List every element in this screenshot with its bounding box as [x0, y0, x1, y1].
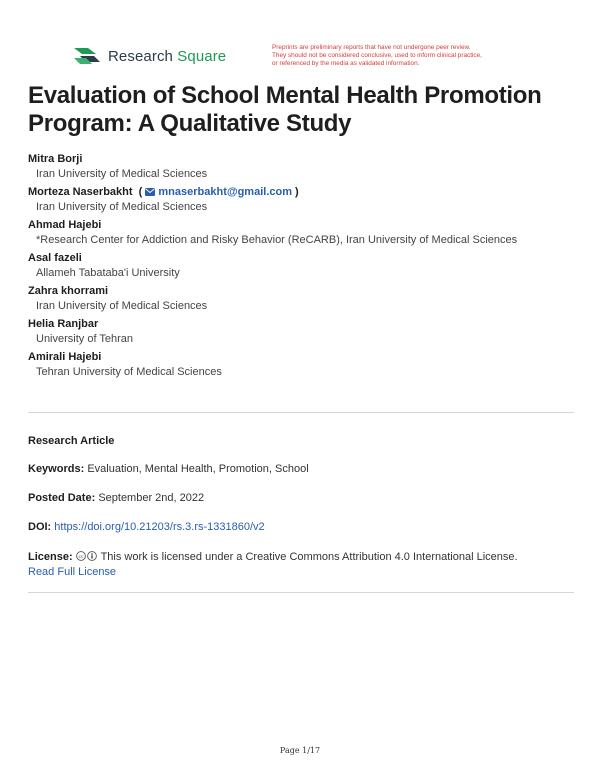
doi-link[interactable]: https://doi.org/10.21203/rs.3.rs-1331860/v2: [54, 521, 265, 533]
disclaimer-line-2: They should not be considered conclusive, used to inform clinical practice,: [272, 52, 482, 59]
author-name: Helia Ranjbar: [28, 318, 99, 330]
author-entry: [28, 218, 576, 248]
author-name-line: [28, 185, 576, 200]
author-affiliation: Iran University of Medical Sciences: [36, 300, 208, 312]
posted-date-label: Posted Date:: [28, 492, 96, 504]
author-name: Morteza Naserbakht: [28, 186, 133, 198]
divider-bottom: [28, 592, 574, 593]
author-affiliation: *Research Center for Addiction and Risky Behavior (ReCARB), Iran University of Medical Sciences: [36, 234, 518, 246]
logo-wordmark: [108, 48, 226, 65]
author-affiliation: Allameh Tabataba'i University: [36, 267, 180, 279]
author-name: Mitra Borji: [28, 153, 83, 165]
disclaimer-line-3: or referenced by the media as validated information.: [272, 60, 420, 67]
disclaimer-line-1: Preprints are preliminary reports that have not undergone peer review.: [272, 44, 471, 51]
author-name: Amirali Hajebi: [28, 351, 102, 363]
attribution-icon: [87, 551, 97, 561]
preprint-disclaimer: [272, 44, 562, 68]
creative-commons-icon: [76, 551, 86, 561]
page-number: Page 1/17: [279, 746, 321, 755]
doi-label: DOI:: [28, 521, 52, 533]
license-label: License:: [28, 551, 73, 563]
author-entry: [28, 152, 576, 182]
keywords-line: [28, 462, 576, 477]
posted-date-value: September 2nd, 2022: [98, 492, 205, 504]
svg-text:cc: cc: [78, 555, 84, 560]
paper-title: Evaluation of School Mental Health Promotion Program: A Qualitative Study: [28, 82, 542, 137]
logo-word-square: Square: [177, 47, 227, 65]
article-type-label: Research Article: [28, 435, 115, 447]
author-name: Asal fazeli: [28, 252, 82, 264]
author-name: Ahmad Hajebi: [28, 219, 102, 231]
author-entry: [28, 317, 576, 347]
author-affiliation: University of Tehran: [36, 333, 134, 345]
author-entry: [28, 350, 576, 380]
author-name: Zahra khorrami: [28, 285, 109, 297]
research-square-logo[interactable]: [72, 44, 226, 68]
author-entry: [28, 185, 576, 215]
logo-word-research: Research: [108, 47, 173, 65]
read-full-license-link[interactable]: Read Full License: [28, 566, 117, 578]
email-paren-close: ): [292, 186, 299, 198]
keywords-label: Keywords:: [28, 463, 85, 475]
author-affiliation: Iran University of Medical Sciences: [36, 201, 208, 213]
divider-top: [28, 412, 574, 413]
keywords-value: Evaluation, Mental Health, Promotion, School: [87, 463, 309, 475]
posted-date-line: [28, 491, 576, 506]
license-text: This work is licensed under a Creative Commons Attribution 4.0 International License.: [100, 551, 518, 563]
email-paren-open: (: [135, 186, 146, 198]
author-entry: [28, 284, 576, 314]
license-line: [28, 550, 576, 580]
author-affiliation: Tehran University of Medical Sciences: [36, 366, 222, 378]
author-affiliation: Iran University of Medical Sciences: [36, 168, 208, 180]
research-square-logo-icon: [72, 44, 102, 68]
envelope-icon: [145, 188, 155, 196]
article-type: [28, 434, 576, 449]
author-email-link[interactable]: mnaserbakht@gmail.com: [158, 186, 292, 198]
author-entry: [28, 251, 576, 281]
doi-line: [28, 520, 576, 535]
author-list: [28, 152, 576, 383]
